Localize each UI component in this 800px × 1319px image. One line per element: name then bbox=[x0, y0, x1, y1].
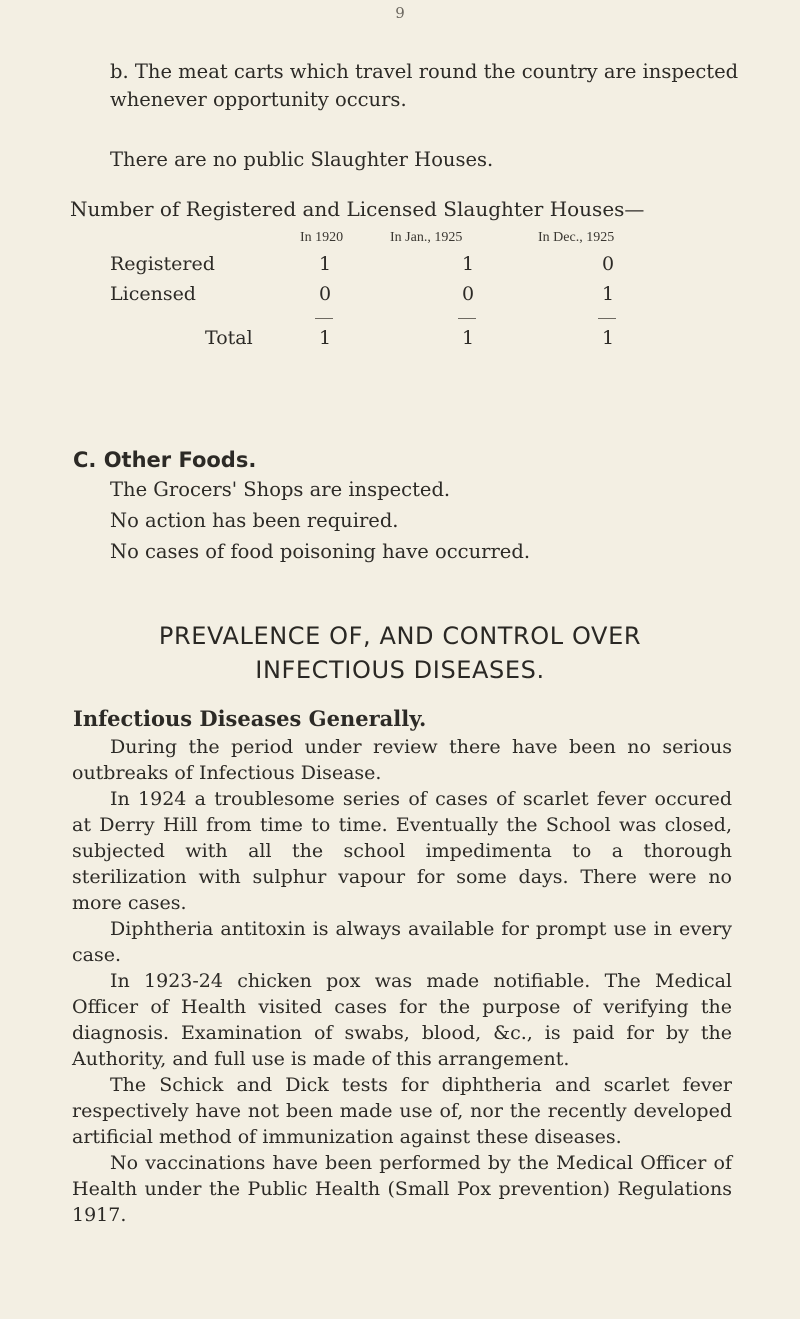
other-foods-line: No action has been required. bbox=[110, 509, 399, 532]
body-paragraph: During the period under review there have been no serious outbreaks of Infectious Disease. bbox=[72, 736, 732, 784]
table-cell: 0 bbox=[602, 253, 615, 275]
table-cell: 1 bbox=[319, 327, 332, 349]
page-number: 9 bbox=[395, 4, 405, 22]
total-rule bbox=[315, 318, 333, 319]
column-header: In 1920 bbox=[300, 230, 344, 245]
body-paragraph: The Schick and Dick tests for diphtheria and scarlet fever respectively have not been made use of, nor the recently developed artificial method of immunization against these diseases. bbox=[72, 1074, 732, 1148]
body-paragraph: In 1924 a troublesome series of cases of scarlet fever occured at Derry Hill from time to time. Eventually the School was closed, subjected with all the school impedimenta to a thorough sterilization with sulphur vapour for some days. There were no more cases. bbox=[72, 788, 732, 914]
table-cell: 0 bbox=[319, 283, 332, 305]
table-cell: 1 bbox=[462, 253, 475, 275]
column-header: In Jan., 1925 bbox=[390, 230, 463, 245]
other-foods-line: The Grocers' Shops are inspected. bbox=[110, 478, 451, 501]
other-foods-line: No cases of food poisoning have occurred. bbox=[110, 540, 531, 563]
row-label-registered: Registered bbox=[110, 253, 215, 275]
infectious-diseases-subheading: Infectious Diseases Generally. bbox=[73, 706, 427, 731]
total-rule bbox=[458, 318, 476, 319]
infectious-diseases-body bbox=[72, 734, 732, 1228]
body-paragraph: No vaccinations have been performed by the Medical Officer of Health under the Public Health (Small Pox prevention) Regulations 1917. bbox=[72, 1152, 732, 1226]
body-paragraph: In 1923-24 chicken pox was made notifiable. The Medical Officer of Health visited cases for the purpose of verifying the diagnosis. Examination of swabs, blood, &c., is paid for by the Authority, and full use is made of this arrangement. bbox=[72, 970, 732, 1070]
no-public-slaughter-houses: There are no public Slaughter Houses. bbox=[110, 148, 494, 171]
table-cell: 0 bbox=[462, 283, 475, 305]
meat-carts-paragraph: b. The meat carts which travel round the country are inspected whenever opportunity occurs. bbox=[110, 60, 739, 111]
prevalence-heading-line2: INFECTIOUS DISEASES. bbox=[255, 656, 545, 684]
table-cell: 1 bbox=[462, 327, 475, 349]
prevalence-heading: PREVALENCE OF, AND CONTROL OVER bbox=[158, 622, 642, 650]
body-paragraph: Diphtheria antitoxin is always available for prompt use in every case. bbox=[72, 918, 732, 966]
other-foods-heading: C. Other Foods. bbox=[73, 448, 257, 472]
row-label-licensed: Licensed bbox=[110, 283, 196, 305]
slaughter-table-title: Number of Registered and Licensed Slaughter Houses— bbox=[70, 197, 645, 221]
column-header: In Dec., 1925 bbox=[538, 230, 615, 245]
table-cell: 1 bbox=[319, 253, 332, 275]
table-cell: 1 bbox=[602, 327, 615, 349]
table-cell: 1 bbox=[602, 283, 615, 305]
total-rule bbox=[598, 318, 616, 319]
row-label-total: Total bbox=[205, 327, 253, 349]
